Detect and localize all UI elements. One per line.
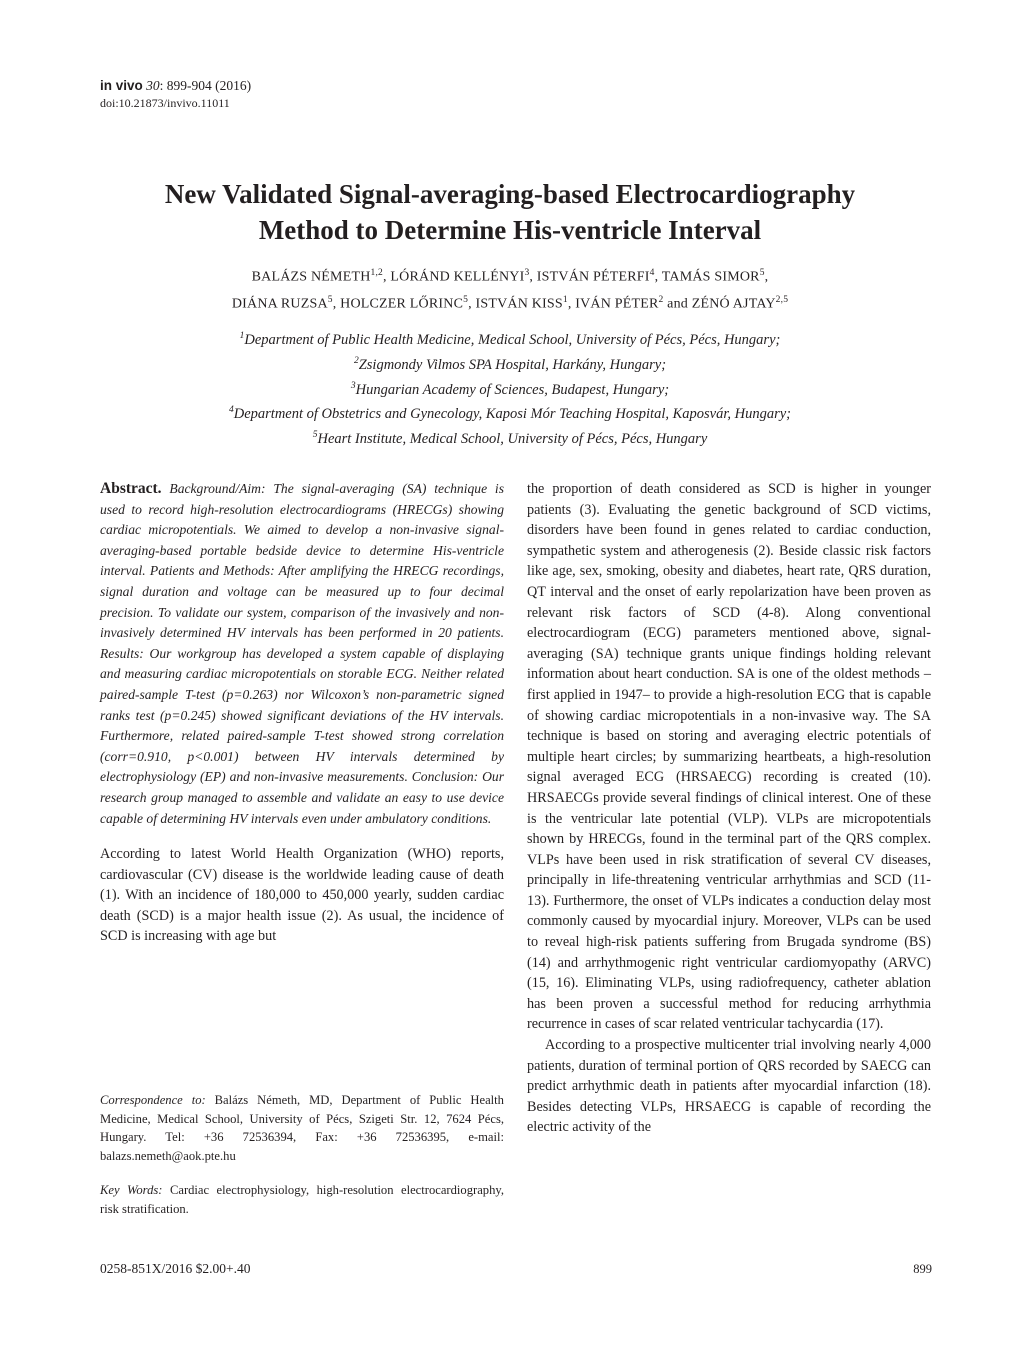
affiliation	[80, 425, 940, 450]
author: LÓRÁND KELLÉNYI	[390, 269, 525, 285]
article-title	[60, 176, 960, 248]
keywords-text: Cardiac electrophysiology, high-resolution electrocardiography, risk stratification.	[100, 1183, 505, 1216]
author-affiliation-mark: 1	[562, 294, 568, 305]
journal-pages: : 899-904 (2016)	[159, 78, 252, 93]
title-line-2: Method to Determine His-ventricle Interval	[258, 215, 762, 245]
affiliation-list	[80, 326, 940, 450]
author: TAMÁS SIMOR	[661, 269, 760, 285]
correspondence-note	[100, 1091, 504, 1165]
keywords-note	[100, 1181, 504, 1218]
abstract-heading: Abstract.	[100, 480, 162, 497]
author-list: BALÁZS NÉMETH$^{1,2}$, LÓRÁND KELLÉNYI$^3$, ISTVÁN PÉTERFI$^4$, TAMÁS SIMOR$^5$, DIÁNA RUZSA$^5$, HOLCZER LŐRINC$^5$, ISTVÁN KISS$^1$, IVÁN PÉTER$^2$ and ZÉNÓ AJTAY$^{2,5}$	[231, 268, 789, 312]
author-affiliation-mark: 2,5	[775, 294, 789, 305]
right-column	[527, 479, 931, 1138]
author-affiliation-mark: 2	[658, 294, 664, 305]
affiliation	[80, 400, 940, 425]
author: BALÁZS NÉMETH	[251, 269, 371, 285]
affiliation	[80, 351, 940, 376]
author: HOLCZER LŐRINC	[340, 296, 464, 312]
affiliation	[80, 376, 940, 401]
affiliation-text: Department of Public Health Medicine, Medical School, University of Pécs, Pécs, Hungary;	[244, 331, 781, 348]
journal-volume: 30	[146, 78, 160, 93]
affiliation-number: 5	[312, 430, 318, 441]
correspondence-label: Correspondence to:	[100, 1093, 206, 1107]
author-affiliation-mark: 5	[327, 294, 333, 305]
abstract	[100, 479, 504, 829]
affiliation-text: Zsigmondy Vilmos SPA Hospital, Harkány, Hungary;	[358, 356, 667, 373]
author-affiliation-mark: 1,2	[370, 268, 383, 278]
body-paragraph: According to a prospective multicenter trial involving nearly 4,000 patients, duration of terminal portion of QRS recorded by SAECG can predict arrhythmic death in patients after myocardial infarction (18). Besides detecting VLPs, HRSAECG is capable of recording the electric activity of the	[527, 1037, 931, 1136]
left-column	[100, 479, 504, 947]
affiliation-number: 4	[228, 405, 234, 416]
author: ISTVÁN PÉTERFI	[536, 269, 650, 285]
keywords-label: Key Words:	[100, 1183, 163, 1197]
author: ZÉNÓ AJTAY	[691, 296, 776, 312]
affiliation-text: Department of Obstetrics and Gynecology, Kaposi Mór Teaching Hospital, Kaposvár, Hungary;	[233, 406, 792, 423]
abstract-text: Background/Aim: The signal-averaging (SA) technique is used to record high-resolution electrocardiograms (HRECGs) showing cardiac micropotentials. We aimed to develop a non-invasive signal-averaging-based portable bedside device to determine His-ventricle interval. Patients and Methods: After amplifying the HRECG recordings, signal duration and voltage can be measured up to four decimal precision. To validate our system, comparison of the invasively and non-invasively determined HV intervals has been performed in 20 patients. Results: Our workgroup has developed a system capable of displaying and measuring cardiac micropotentials on storable ECG. Neither related paired-sample T-test (p=0.263) nor Wilcoxon’s non-parametric signed ranks test (p=0.245) showed significant deviations of the HV intervals. Furthermore, related paired-sample T-test showed strong correlation (corr=0.910, p<0.001) between HV intervals determined by electrophysiology (EP) and non-invasive measurements. Conclusion: Our research group managed to assemble and validate an easy to use device capable of determining HV intervals even under ambulatory conditions.	[100, 481, 504, 826]
correspondence-text: Balázs Németh, MD, Department of Public Health Medicine, Medical School, University of Pécs, Szigeti Str. 12, 7624 Pécs, Hungary. Tel: +36 72536394, Fax: +36 72536395, e-mail: balazs.nemeth@aok.pte.hu	[100, 1093, 504, 1163]
doi: doi:10.21873/invivo.11011	[100, 96, 230, 110]
journal-citation	[100, 77, 251, 94]
page-number: 899	[913, 1262, 932, 1276]
affiliation-text: Hungarian Academy of Sciences, Budapest, Hungary;	[355, 381, 670, 398]
author-affiliation-mark: 3	[524, 268, 530, 278]
affiliation-text: Heart Institute, Medical School, University of Pécs, Pécs, Hungary	[317, 431, 708, 448]
issn-price: 0258-851X/2016 $2.00+.40	[100, 1261, 251, 1276]
author: IVÁN PÉTER	[575, 296, 659, 312]
title-line-1: New Validated Signal-averaging-based Electrocardiography	[164, 179, 856, 209]
author: DIÁNA RUZSA	[231, 296, 328, 312]
body-paragraph: the proportion of death considered as SCD is higher in younger patients (3). Evaluating the genetic background of SCD victims, disorders have been found in genes related to cardiac conduction, sympathetic system and atherogenesis (2). Beside classic risk factors like age, sex, smoking, obesity and diabetes, heart rate, QRS duration, QT interval and the onset of early repolarization have been proven as relevant risk factors of SCD (4-8). Along conventional electrocardiogram (ECG) parameters mentioned above, signal-averaging (SA) technique grants unique findings holding relevant information about heart conduction. SA is one of the oldest methods –first applied in 1947– to provide a high-resolution ECG that is capable of showing cardiac micropotentials in a non-invasive way. The SA technique is based on storing and averaging electric potentials of multiple heart circles; by summarizing heartbeats, a high-resolution signal averaged ECG (HRSAECG) recording is created (10). HRSAECGs provide several findings of clinical interest. One of these is the ventricular late potential (VLP). VLPs are micropotentials shown by HRECGs, found in the terminal part of the QRS complex. VLPs have been used in risk stratification of several CV diseases, principally in life-threatening ventricular arrhythmias and SCD (11-13). Furthermore, the onset of VLPs indicates a conduction delay most commonly caused by myocardial injury. Moreover, VLPs can be used to reveal high-risk patients suffering from Brugada syndrome (BS) (14) and arrhythmogenic right ventricular cardiomyopathy (ARVC) (15, 16). Eliminating VLPs, using radiofrequency, catheter ablation has been proven a successful method for reducing arrhythmia recurrence in cases of scar related ventricular tachycardia (17).	[527, 481, 931, 1033]
journal-name: in vivo	[100, 78, 143, 93]
author-affiliation-mark: 4	[649, 268, 655, 278]
author-affiliation-mark: 5	[463, 294, 469, 305]
affiliation-number: 3	[350, 380, 356, 391]
affiliation-number: 1	[239, 331, 245, 341]
body-paragraph: According to latest World Health Organization (WHO) reports, cardiovascular (CV) disease is the worldwide leading cause of death (1). With an incidence of 180,000 to 450,000 yearly, sudden cardiac death (SCD) is a major health issue (2). As usual, the incidence of SCD is increasing with age but	[100, 846, 504, 945]
affiliation	[80, 326, 940, 351]
author-conjunction: and	[667, 296, 688, 312]
affiliation-number: 2	[353, 355, 359, 366]
author: ISTVÁN KISS	[475, 296, 563, 312]
author-affiliation-mark: 5	[759, 268, 765, 278]
